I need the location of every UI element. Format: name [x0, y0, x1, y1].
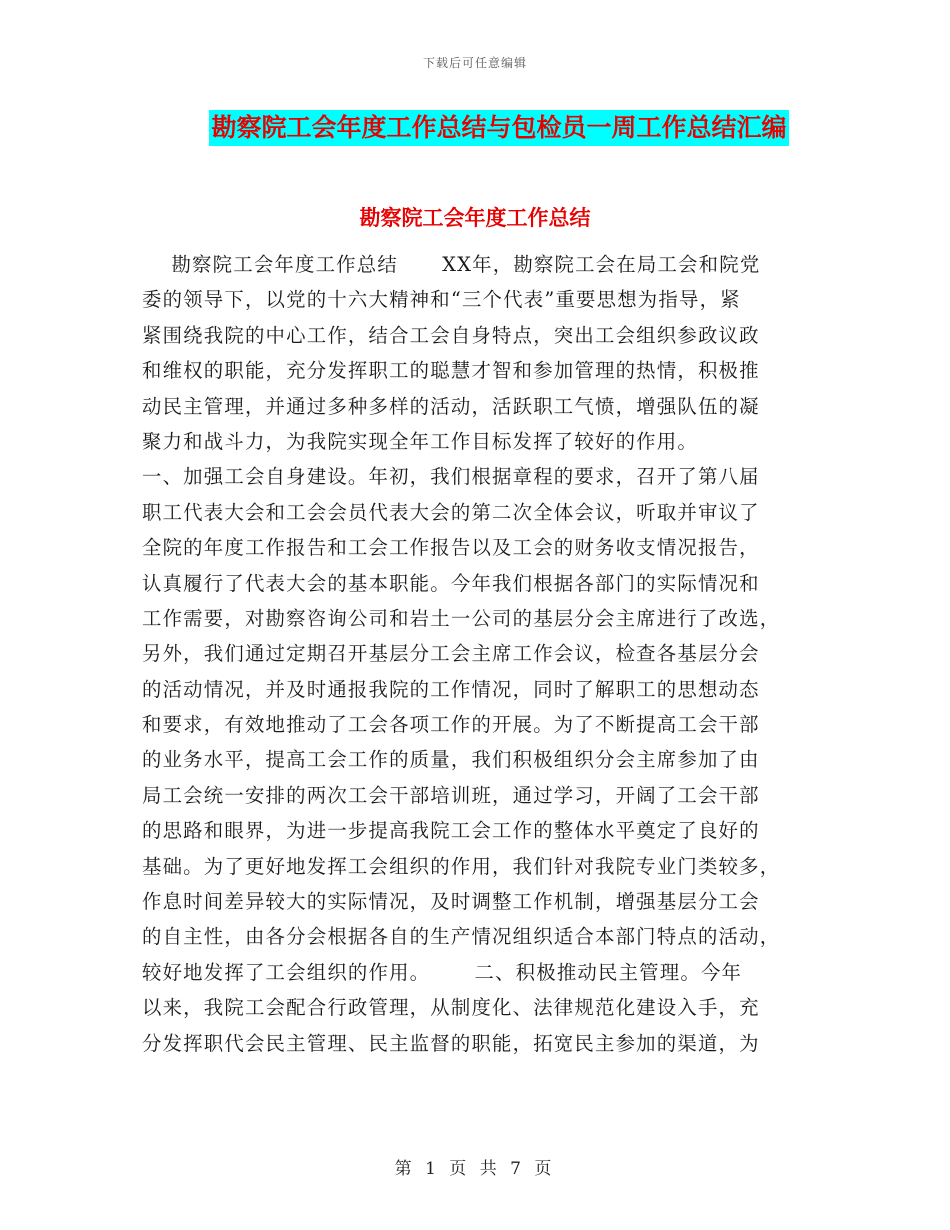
body-line: 一、加强工会自身建设。年初，我们根据章程的要求，召开了第八届 — [142, 465, 760, 489]
body-line: 作息时间差异较大的实际情况，及时调整工作机制，增强基层分工会 — [142, 890, 760, 914]
body-text — [142, 247, 814, 1061]
body-line: 以来，我院工会配合行政管理，从制度化、法律规范化建设入手，充 — [142, 996, 760, 1020]
body-line: 职工代表大会和工会会员代表大会的第二次全体会议，听取并审议了 — [142, 500, 760, 524]
body-line: 的活动情况，并及时通报我院的工作情况，同时了解职工的思想动态 — [142, 677, 760, 701]
body-line: 动民主管理，并通过多种多样的活动，活跃职工气愤，增强队伍的凝 — [142, 394, 760, 418]
body-line: 局工会统一安排的两次工会干部培训班，通过学习，开阔了工会干部 — [142, 783, 760, 807]
body-line: 和要求，有效地推动了工会各项工作的开展。为了不断提高工会干部 — [142, 713, 760, 737]
page-footer: 第 1 页 共 7 页 — [394, 1159, 556, 1179]
section-title: 勘察院工会年度工作总结 — [359, 206, 591, 230]
body-line: 的业务水平，提高工会工作的质量，我们积极组织分会主席参加了由 — [142, 748, 760, 772]
header-note: 下载后可任意编辑 — [422, 56, 527, 70]
body-line: 另外，我们通过定期召开基层分工会主席工作会议，检查各基层分会 — [142, 642, 760, 666]
body-line: 委的领导下，以党的十六大精神和“三个代表”重要思想为指导，紧 — [142, 288, 741, 312]
body-line: 的思路和眼界，为进一步提高我院工会工作的整体水平奠定了良好的 — [142, 819, 760, 843]
body-line: 勘察院工会年度工作总结 XX年，勘察院工会在局工会和院党 — [142, 253, 761, 276]
body-line: 聚力和战斗力，为我院实现全年工作目标发挥了较好的作用。 — [142, 429, 698, 453]
body-line: 较好地发挥了工会组织的作用。 二、积极推动民主管理。今年 — [142, 960, 743, 984]
body-line: 工作需要，对勘察咨询公司和岩土一公司的基层分会主席进行了改选， — [142, 606, 781, 630]
document-title-text: 勘察院工会年度工作总结与包检员一周工作总结汇编 — [209, 110, 788, 146]
body-line: 和维权的职能，充分发挥职工的聪慧才智和参加管理的热情，积极推 — [142, 359, 760, 383]
body-line: 基础。为了更好地发挥工会组织的作用，我们针对我院专业门类较多， — [142, 854, 781, 878]
body-line: 全院的年度工作报告和工会工作报告以及工会的财务收支情况报告， — [142, 536, 760, 560]
body-line: 认真履行了代表大会的基本职能。今年我们根据各部门的实际情况和 — [142, 571, 760, 595]
body-line: 分发挥职代会民主管理、民主监督的职能，拓宽民主参加的渠道，为 — [142, 1031, 760, 1055]
body-line: 紧围绕我院的中心工作，结合工会自身特点，突出工会组织参政议政 — [142, 323, 760, 347]
document-title — [0, 110, 950, 146]
body-line: 的自主性，由各分会根据各自的生产情况组织适合本部门特点的活动， — [142, 925, 781, 949]
